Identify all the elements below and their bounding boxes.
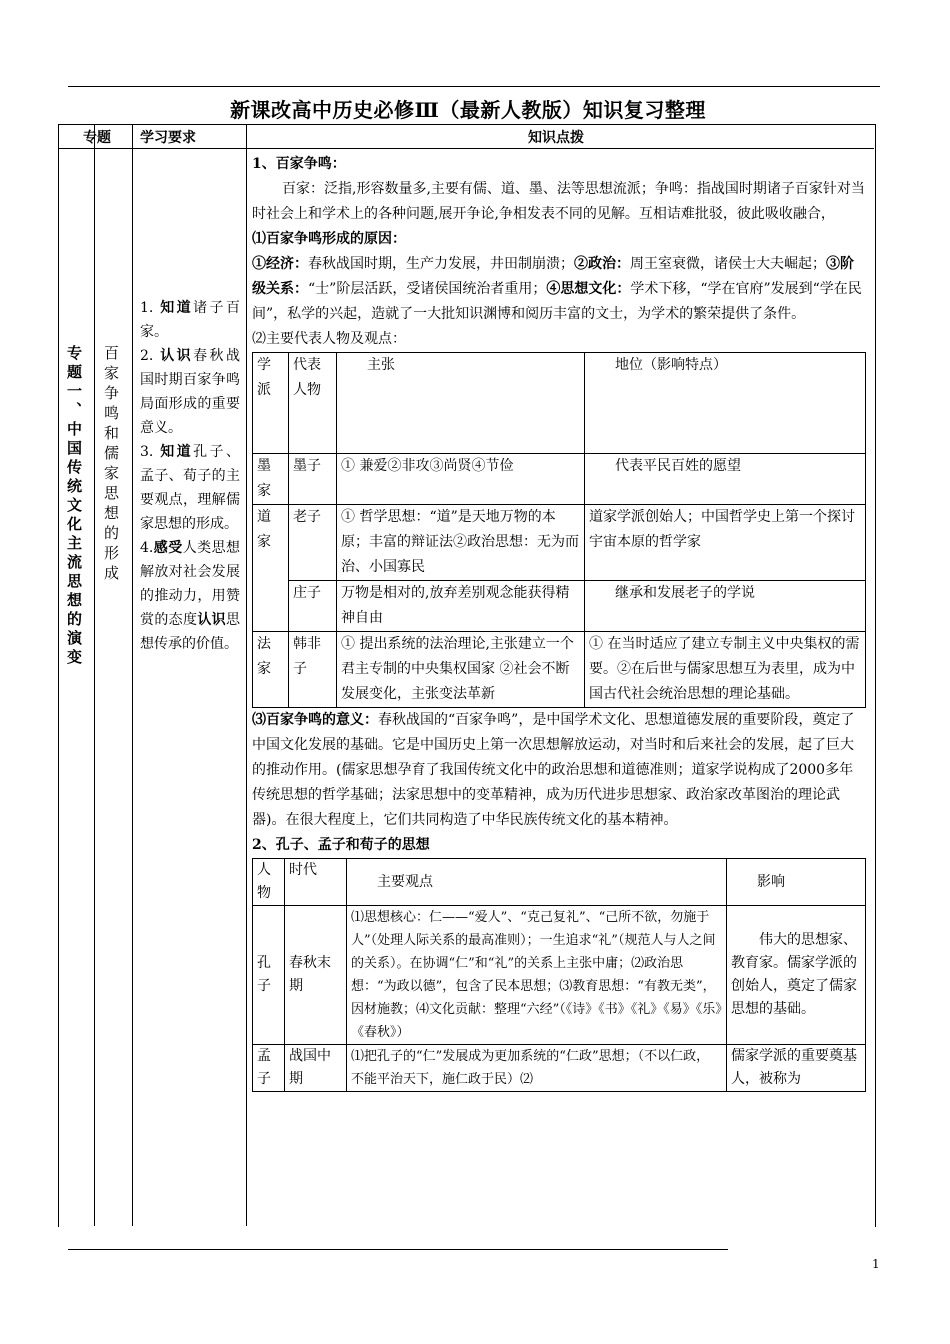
figures-title: ⑵主要代表人物及观点： bbox=[252, 331, 406, 347]
section-1-title: 1、百家争鸣： bbox=[252, 156, 346, 172]
table-cell: ① 哲学思想：“道”是天地万物的本原；丰富的辩证法②政治思想：无为而治、小国寡民 bbox=[337, 505, 585, 581]
table-header-status: 地位（影响特点） bbox=[585, 353, 866, 454]
header-requirements: 学习要求 bbox=[140, 130, 196, 146]
requirement-4: 4.感受人类思想解放对社会发展的推动力，用赞赏的态度认识思想传承的价值。 bbox=[140, 540, 241, 652]
knowledge-content bbox=[252, 152, 866, 1092]
table-cell: 伟大的思想家、教育家。儒家学派的创始人，奠定了儒家思想的基础。 bbox=[727, 906, 866, 1045]
table-cell: 春秋末期 bbox=[285, 906, 347, 1045]
table-row bbox=[253, 581, 866, 632]
table-cell: 道家 bbox=[253, 505, 289, 632]
header-knowledge: 知识点拨 bbox=[528, 130, 584, 146]
table-cell: 代表平民百姓的愿望 bbox=[585, 454, 866, 505]
table-header-era: 时代 bbox=[285, 859, 347, 906]
table-cell: 道家学派创始人；中国哲学史上第一个探讨宇宙本原的哲学家 bbox=[585, 505, 866, 581]
table-cell: 孟子 bbox=[253, 1045, 285, 1092]
table-cell: ⑴把孔子的“仁”发展成为更加系统的“仁政”思想；（不以仁政，不能平治天下，施仁政于民）⑵ bbox=[347, 1045, 727, 1092]
schools-table bbox=[252, 352, 866, 708]
table-row bbox=[253, 454, 866, 505]
table-header-views: 主要观点 bbox=[347, 859, 727, 906]
table-row bbox=[253, 632, 866, 708]
table-cell: 墨家 bbox=[253, 454, 289, 505]
table-row bbox=[253, 505, 866, 581]
table-cell: 战国中期 bbox=[285, 1045, 347, 1092]
requirement-1: 1. 知道诸子百家。 bbox=[140, 300, 240, 340]
table-cell: 孔子 bbox=[253, 906, 285, 1045]
header-rule bbox=[68, 86, 880, 87]
table-header-person: 代表人物 bbox=[289, 353, 337, 454]
header-topic: 专题 bbox=[83, 130, 111, 146]
page-number: 1 bbox=[872, 1257, 880, 1271]
table-cell: 韩非子 bbox=[289, 632, 337, 708]
section-2-title: 2、孔子、孟子和荀子的思想 bbox=[252, 837, 430, 853]
table-cell: 万物是相对的,放弃差别观念能获得精神自由 bbox=[337, 581, 585, 632]
requirement-3: 3. 知道孔子、孟子、荀子的主要观点，理解儒家思想的形成。 bbox=[140, 444, 240, 532]
table-cell: ① 提出系统的法治理论,主张建立一个君主专制的中央集权国家 ②社会不断发展变化，主张变法革新 bbox=[337, 632, 585, 708]
reasons-title: ⑴百家争鸣形成的原因： bbox=[252, 231, 406, 247]
table-cell: 继承和发展老子的学说 bbox=[585, 581, 866, 632]
table-cell: 庄子 bbox=[289, 581, 337, 632]
table-cell: ① 兼爱②非攻③尚贤④节俭 bbox=[337, 454, 585, 505]
table-header-claim: 主张 bbox=[337, 353, 585, 454]
table-cell: 法家 bbox=[253, 632, 289, 708]
table-cell: ① 在当时适应了建立专制主义中央集权的需要。②在后世与儒家思想互为表里，成为中国古代社会统治思想的理论基础。 bbox=[585, 632, 866, 708]
table-header-impact: 影响 bbox=[727, 859, 866, 906]
table-row bbox=[253, 353, 866, 454]
table-cell: 老子 bbox=[289, 505, 337, 581]
subtopic-label: 百家争鸣和儒家思想的形成 bbox=[102, 345, 120, 585]
header-row-divider bbox=[58, 148, 874, 149]
table-cell: 儒家学派的重要奠基人，被称为 bbox=[727, 1045, 866, 1092]
table-header-school: 学派 bbox=[253, 353, 289, 454]
table-cell: 墨子 bbox=[289, 454, 337, 505]
table-row bbox=[253, 1045, 866, 1092]
page-title: 新课改高中历史必修Ⅲ（最新人教版）知识复习整理 bbox=[230, 98, 706, 122]
significance-text: ⑶百家争鸣的意义：春秋战国的“百家争鸣”，是中国学术文化、思想道德发展的重要阶段，奠定了中国文化发展的基础。它是中国历史上第一次思想解放运动，对当时和后来社会的发展，起了巨大的推动作用。(儒家思想孕育了我国传统文化中的政治思想和道德准则；道家学说构成了2000多年传统思想的哲学基础；法家思想中的变革精神，成为历代进步思想家、政治家改革图治的理论武器)。在很大程度上，它们共同构造了中华民族传统文化的基本精神。 bbox=[252, 712, 855, 828]
column-divider bbox=[94, 124, 95, 1226]
column-divider bbox=[246, 124, 247, 1226]
topic-label: 专题一、中国传统文化主流思想的演变 bbox=[65, 345, 83, 668]
requirement-2: 2. 认识春秋战国时期百家争鸣局面形成的重要意义。 bbox=[140, 348, 240, 436]
table-row bbox=[253, 859, 866, 906]
table-row bbox=[253, 906, 866, 1045]
table-cell: ⑴思想核心：仁——“爱人”、“克己复礼”、“己所不欲，勿施于人”（处理人际关系的最高准则）；一生追求“礼”（规范人与人之间的关系）。在协调“仁”和“礼”的关系上主张中庸；⑵政治思想：“为政以德”，包含了民本思想；⑶教育思想：“有教无类”，因材施教；⑷文化贡献：整理“六经”（《诗》《书》《礼》《易》《乐》《春秋》） bbox=[347, 906, 727, 1045]
column-divider bbox=[132, 124, 133, 1226]
learning-requirements bbox=[140, 296, 240, 656]
table-header-person: 人物 bbox=[253, 859, 285, 906]
reasons-text: ①经济：春秋战国时期，生产力发展，井田制崩溃；②政治：周王室衰微，诸侯士大夫崛起；③阶级关系：“士”阶层活跃，受诸侯国统治者重用；④思想文化：学术下移，“学在官府”发展到“学在民间”，私学的兴起，造就了一大批知识渊博和阅历丰富的文士，为学术的繁荣提供了条件。 bbox=[252, 256, 862, 322]
footer-rule bbox=[68, 1249, 728, 1250]
confucians-table bbox=[252, 858, 866, 1092]
section-1-intro: 百家：泛指,形容数量多,主要有儒、道、墨、法等思想流派；争鸣：指战国时期诸子百家针对当时社会上和学术上的各种问题,展开争论,争相发表不同的见解。互相诘难批驳，彼此吸收融合， bbox=[252, 181, 865, 222]
